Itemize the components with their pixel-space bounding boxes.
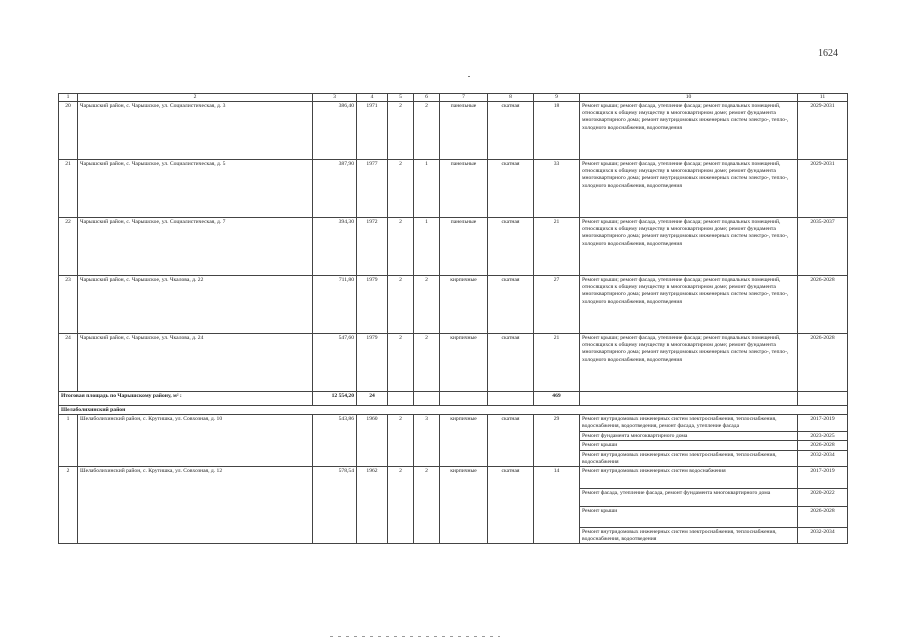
build-year: 1971 — [357, 102, 388, 160]
entrances: 2 — [414, 334, 440, 392]
residents: 14 — [534, 466, 580, 543]
table-row — [59, 334, 848, 392]
floors: 2 — [388, 218, 414, 276]
repair-period: 2029-2031 — [798, 102, 848, 160]
repair-period: 2026-2028 — [798, 441, 848, 450]
row-number: 22 — [59, 218, 78, 276]
repair-work: Ремонт крыши — [580, 441, 798, 450]
repair-period: 2032-2034 — [798, 450, 848, 466]
repair-period: 2026-2028 — [798, 334, 848, 392]
house-area: 547,60 — [313, 334, 357, 392]
repair-work: Ремонт крыши — [580, 506, 798, 527]
wall-material: панельные — [440, 102, 488, 160]
column-number: 10 — [580, 94, 798, 102]
table-row — [59, 466, 848, 488]
total-area: 12 554,20 — [313, 392, 357, 406]
build-year: 1979 — [357, 276, 388, 334]
entrances: 2 — [414, 466, 440, 543]
repair-period: 2026-2028 — [798, 506, 848, 527]
repair-work: Ремонт фундамента многоквартирного дома — [580, 432, 798, 441]
region-title: Шелаболихинский район — [59, 406, 848, 415]
repair-period: 2035-2037 — [798, 218, 848, 276]
house-area: 578,54 — [313, 466, 357, 543]
house-area: 386,40 — [313, 102, 357, 160]
column-number: 4 — [357, 94, 388, 102]
residents: 21 — [534, 334, 580, 392]
row-number: 21 — [59, 160, 78, 218]
residents: 18 — [534, 102, 580, 160]
repair-period: 2017-2019 — [798, 415, 848, 432]
house-address: Чарышский район, с. Чарышское, ул. Чкалова, д. 22 — [78, 276, 313, 334]
roof-type: скатная — [488, 276, 534, 334]
floors: 2 — [388, 415, 414, 467]
house-area: 711,80 — [313, 276, 357, 334]
roof-type: скатная — [488, 218, 534, 276]
house-address: Шелаболихинский район, с. Крутишка, ул. Совхозная, д. 12 — [78, 466, 313, 543]
residents: 21 — [534, 218, 580, 276]
house-address: Чарышский район, с. Чарышское, ул. Чкалова, д. 24 — [78, 334, 313, 392]
floors: 2 — [388, 160, 414, 218]
build-year: 1972 — [357, 218, 388, 276]
house-address: Шелаболихинский район, с. Крутишка, ул. Совхозная, д. 10 — [78, 415, 313, 467]
repair-works: Ремонт крыши; ремонт фасада, утепление фасада; ремонт подвальных помещений, относящихся к общему имуществу в многоквартирном доме; ремонт фундамента многоквартирного дома; ремонт внутридомовых инженерных систем электро-, тепло-, холодного водоснабжения, водоотведения — [580, 102, 798, 160]
total-row — [59, 392, 848, 406]
table-row — [59, 415, 848, 432]
entrances: 3 — [414, 415, 440, 467]
repair-work: Ремонт внутридомовых инженерных систем водоснабжения — [580, 466, 798, 488]
repair-works: Ремонт крыши; ремонт фасада, утепление фасада; ремонт подвальных помещений, относящихся к общему имуществу в многоквартирном доме; ремонт фундамента многоквартирного дома; ремонт внутридомовых инженерных систем электро-, тепло-, холодного водоснабжения, водоотведения — [580, 218, 798, 276]
table-row — [59, 160, 848, 218]
repair-period: 2020-2022 — [798, 488, 848, 506]
column-number: 6 — [414, 94, 440, 102]
build-year: 1962 — [357, 466, 388, 543]
wall-material: кирпичные — [440, 415, 488, 467]
house-area: 394,30 — [313, 218, 357, 276]
column-number: 9 — [534, 94, 580, 102]
house-address: Чарышский район, с. Чарышское, ул. Социалистическая, д. 5 — [78, 160, 313, 218]
wall-material: кирпичные — [440, 334, 488, 392]
total-residents: 469 — [534, 392, 580, 406]
wall-material: панельные — [440, 218, 488, 276]
house-address: Чарышский район, с. Чарышское, ул. Социалистическая, д. 3 — [78, 102, 313, 160]
wall-material: панельные — [440, 160, 488, 218]
roof-type: скатная — [488, 415, 534, 467]
table-row — [59, 102, 848, 160]
page-number: 1624 — [818, 48, 838, 59]
table-row — [59, 218, 848, 276]
roof-type: скатная — [488, 160, 534, 218]
column-number: 2 — [78, 94, 313, 102]
region-row — [59, 406, 848, 415]
wall-material: кирпичные — [440, 276, 488, 334]
column-number-row — [59, 94, 848, 102]
residents: 29 — [534, 415, 580, 467]
entrances: 1 — [414, 218, 440, 276]
row-number: 1 — [59, 415, 78, 467]
repair-work: Ремонт внутридомовых инженерных систем электроснабжения, теплоснабжения, водоснабжения, водоотведения, ремонт фасада, утепление фасада — [580, 415, 798, 432]
build-year: 1979 — [357, 334, 388, 392]
row-number: 20 — [59, 102, 78, 160]
house-address: Чарышский район, с. Чарышское, ул. Социалистическая, д. 7 — [78, 218, 313, 276]
roof-type: скатная — [488, 334, 534, 392]
housing-repair-table — [58, 93, 848, 544]
build-year: 1977 — [357, 160, 388, 218]
entrances: 2 — [414, 102, 440, 160]
floors: 2 — [388, 334, 414, 392]
repair-period: 2017-2019 — [798, 466, 848, 488]
house-area: 387,90 — [313, 160, 357, 218]
house-area: 543,86 — [313, 415, 357, 467]
column-number: 11 — [798, 94, 848, 102]
repair-period: 2023-2025 — [798, 432, 848, 441]
repair-period: 2026-2028 — [798, 276, 848, 334]
roof-type: скатная — [488, 102, 534, 160]
wall-material: кирпичные — [440, 466, 488, 543]
entrances: 1 — [414, 160, 440, 218]
roof-type: скатная — [488, 466, 534, 543]
row-number: 2 — [59, 466, 78, 543]
row-number: 24 — [59, 334, 78, 392]
table-row — [59, 276, 848, 334]
repair-works: Ремонт крыши; ремонт фасада, утепление фасада; ремонт подвальных помещений, относящихся к общему имуществу в многоквартирном доме; ремонт фундамента многоквартирного дома; ремонт внутридомовых инженерных систем электро-, тепло-, холодного водоснабжения, водоотведения — [580, 334, 798, 392]
floors: 2 — [388, 102, 414, 160]
repair-works: Ремонт крыши; ремонт фасада, утепление фасада; ремонт подвальных помещений, относящихся к общему имуществу в многоквартирном доме; ремонт фундамента многоквартирного дома; ремонт внутридомовых инженерных систем электро-, тепло-, холодного водоснабжения, водоотведения — [580, 160, 798, 218]
build-year: 1960 — [357, 415, 388, 467]
row-number: 23 — [59, 276, 78, 334]
repair-period: 2032-2034 — [798, 527, 848, 543]
total-label: Итоговая площадь по Чарышскому району, м² : — [59, 392, 313, 406]
repair-work: Ремонт внутридомовых инженерных систем электроснабжения, теплоснабжения, водоснабжения — [580, 450, 798, 466]
floors: 2 — [388, 466, 414, 543]
column-number: 5 — [388, 94, 414, 102]
total-houses: 24 — [357, 392, 388, 406]
scan-artifact — [330, 636, 500, 637]
column-number: 1 — [59, 94, 78, 102]
column-number: 3 — [313, 94, 357, 102]
repair-work: Ремонт фасада, утепление фасада, ремонт фундамента многоквартирного дома — [580, 488, 798, 506]
repair-period: 2029-2031 — [798, 160, 848, 218]
scan-artifact — [468, 76, 470, 77]
repair-work: Ремонт внутридомовых инженерных систем электроснабжения, теплоснабжения, водоснабжения, водоотведения — [580, 527, 798, 543]
residents: 33 — [534, 160, 580, 218]
repair-works: Ремонт крыши; ремонт фасада, утепление фасада; ремонт подвальных помещений, относящихся к общему имуществу в многоквартирном доме; ремонт фундамента многоквартирного дома; ремонт внутридомовых инженерных систем электро-, тепло-, холодного водоснабжения, водоотведения — [580, 276, 798, 334]
entrances: 2 — [414, 276, 440, 334]
column-number: 8 — [488, 94, 534, 102]
residents: 27 — [534, 276, 580, 334]
floors: 2 — [388, 276, 414, 334]
column-number: 7 — [440, 94, 488, 102]
